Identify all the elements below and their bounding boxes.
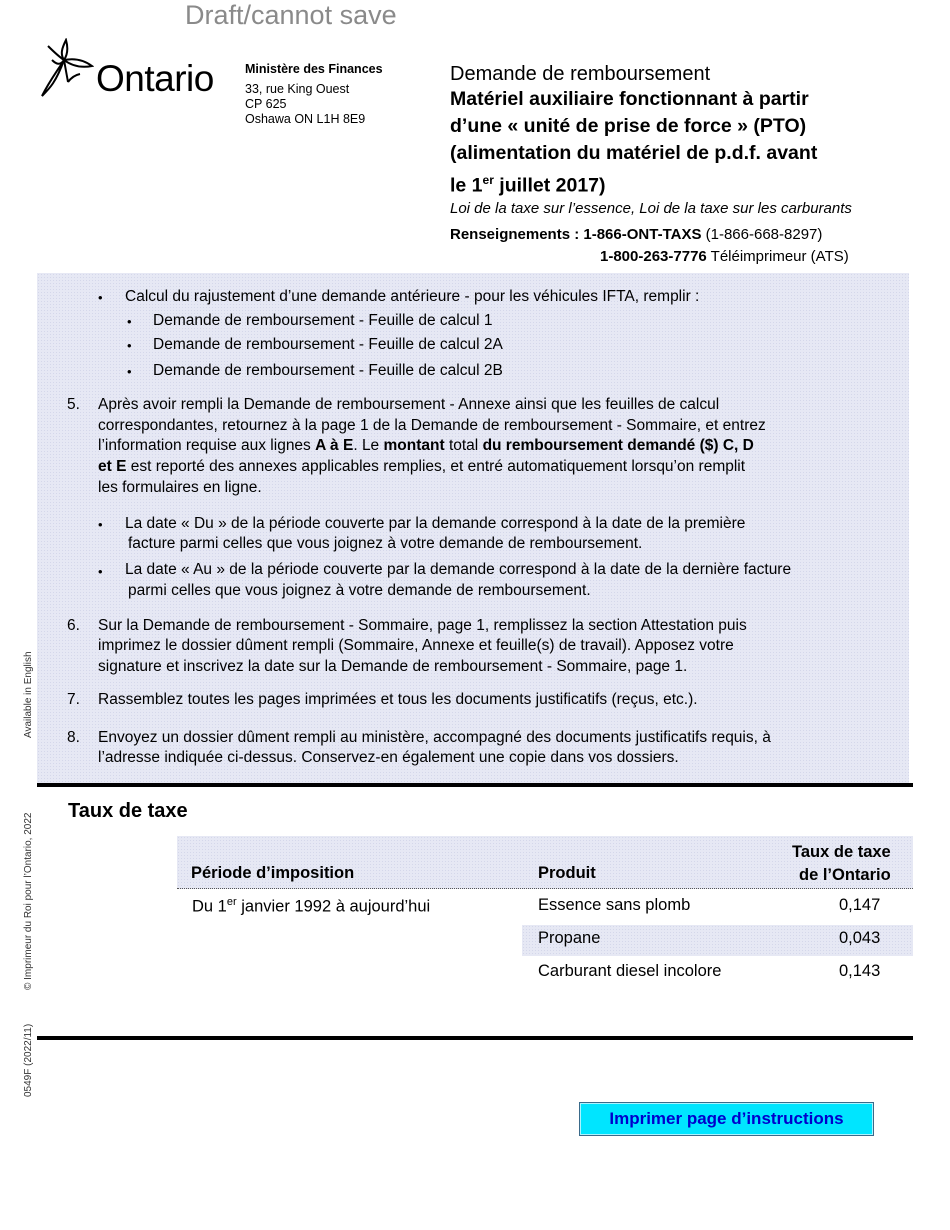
address-line: 33, rue King Ouest xyxy=(245,82,350,96)
tax-rates-title: Taux de taxe xyxy=(68,800,188,822)
header-period: Période d’imposition xyxy=(191,864,355,882)
rate-cell: 0,043 xyxy=(839,929,881,947)
instruction-text: l’information requise aux lignes A à E. Le montant total du remboursement demandé ($) C, D xyxy=(98,437,754,454)
instruction-text: et E est reporté des annexes applicables remplies, et entré automatiquement lorsqu’on remplit xyxy=(98,458,746,475)
form-acts: Loi de la taxe sur l’essence, Loi de la taxe sur les carburants xyxy=(450,199,852,217)
bullet: • xyxy=(127,314,132,329)
step-number: 8. xyxy=(67,729,80,746)
instruction-text: correspondantes, retournez à la page 1 de la Demande de remboursement - Sommaire, et entrez xyxy=(98,417,766,434)
bullet: • xyxy=(98,564,103,579)
bullet: • xyxy=(98,517,103,532)
instruction-text: les formulaires en ligne. xyxy=(98,479,262,496)
product-cell: Carburant diesel incolore xyxy=(538,962,722,980)
instruction-text: La date « Du » de la période couverte par la demande correspond à la date de la première xyxy=(125,515,746,532)
contact-info: Renseignements : 1-866-ONT-TAXS (1-866-668-8297) 1-800-263-7776 Téléimprimeur (ATS) xyxy=(450,225,849,265)
step-number: 6. xyxy=(67,617,80,634)
copyright-notice: © Imprimeur du Roi pour l’Ontario, 2022 xyxy=(23,812,34,990)
instruction-text: l’adresse indiquée ci-dessus. Conservez-en également une copie dans vos dossiers. xyxy=(98,749,679,766)
address-line: Oshawa ON L1H 8E9 xyxy=(245,112,366,126)
available-in-english: Available in English xyxy=(23,651,34,738)
divider xyxy=(37,1036,913,1040)
tax-period-cell: Du 1er janvier 1992 à aujourd’hui xyxy=(192,896,431,916)
draft-notice: Draft/cannot save xyxy=(185,0,397,30)
bullet: • xyxy=(98,290,103,305)
instruction-text: Envoyez un dossier dûment rempli au ministère, accompagné des documents justificatifs requis, à xyxy=(98,729,771,746)
instruction-text: Sur la Demande de remboursement - Sommaire, page 1, remplissez la section Attestation puis xyxy=(98,617,747,634)
header-product: Produit xyxy=(538,864,596,882)
instruction-text: signature et inscrivez la date sur la Demande de remboursement - Sommaire, page 1. xyxy=(98,658,688,675)
trillium-icon xyxy=(38,38,94,100)
print-instructions-button[interactable]: Imprimer page d’instructions xyxy=(579,1102,874,1136)
form-title-line: Matériel auxiliaire fonctionnant à partir xyxy=(450,88,809,110)
instruction-text: Demande de remboursement - Feuille de calcul 2A xyxy=(153,336,503,353)
instruction-text: Après avoir rempli la Demande de remboursement - Annexe ainsi que les feuilles de calcul xyxy=(98,396,720,413)
logo-wordmark: Ontario xyxy=(96,58,214,99)
instruction-text: facture parmi celles que vous joignez à votre demande de remboursement. xyxy=(128,535,643,552)
ministry-name: Ministère des Finances xyxy=(245,62,383,76)
divider xyxy=(37,783,913,787)
header-rate: de l’Ontario xyxy=(799,866,891,884)
product-cell: Propane xyxy=(538,929,601,947)
step-number: 5. xyxy=(67,396,80,413)
form-subtitle: Demande de remboursement xyxy=(450,63,711,85)
form-title-line: d’une « unité de prise de force » (PTO) xyxy=(450,115,807,137)
form-id: 0549F (2022/11) xyxy=(23,1023,34,1097)
address-line: CP 625 xyxy=(245,97,287,111)
bullet: • xyxy=(127,364,132,379)
bullet: • xyxy=(127,338,132,353)
form-title-line: (alimentation du matériel de p.d.f. avant xyxy=(450,142,818,164)
rate-cell: 0,143 xyxy=(839,962,881,980)
step-number: 7. xyxy=(67,691,80,708)
ontario-logo xyxy=(38,38,223,104)
instruction-text: Demande de remboursement - Feuille de calcul 2B xyxy=(153,362,503,379)
header-rate: Taux de taxe xyxy=(792,843,891,861)
form-title-block xyxy=(450,62,930,268)
rate-cell: 0,147 xyxy=(839,896,881,914)
product-cell: Essence sans plomb xyxy=(538,896,691,914)
ministry-address-block xyxy=(245,61,383,127)
instruction-text: La date « Au » de la période couverte par la demande correspond à la date de la dernière facture xyxy=(125,561,792,578)
instruction-text: Demande de remboursement - Feuille de calcul 1 xyxy=(153,312,493,329)
instruction-text: parmi celles que vous joignez à votre demande de remboursement. xyxy=(128,582,591,599)
instruction-text: imprimez le dossier dûment rempli (Sommaire, Annexe et feuille(s) de travail). Apposez votre xyxy=(98,637,734,654)
form-title-line: le 1er juillet 2017) xyxy=(450,173,606,197)
instruction-text: Calcul du rajustement d’une demande antérieure - pour les véhicules IFTA, remplir : xyxy=(125,288,700,305)
instruction-text: Rassemblez toutes les pages imprimées et tous les documents justificatifs (reçus, etc.). xyxy=(98,691,698,708)
